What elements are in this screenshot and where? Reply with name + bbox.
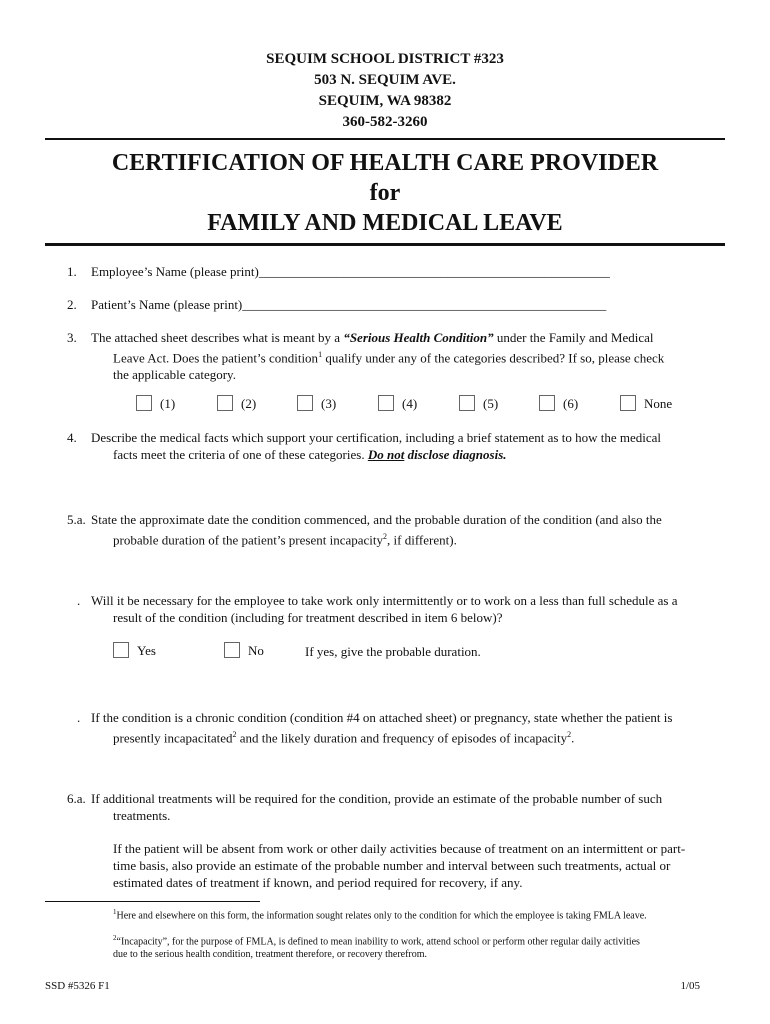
intermittent-treatment-paragraph — [113, 840, 733, 891]
district-city: SEQUIM, WA 98382 — [318, 93, 452, 109]
footnote-2-line1: “Incapacity”, for the purpose of FMLA, is defined to mean inability to work, attend school or perform other regular daily activities — [116, 936, 640, 948]
checkbox[interactable] — [136, 395, 152, 411]
item-employee-name[interactable] — [67, 263, 727, 280]
item5a-line1: State the approximate date the condition commenced, and the probable duration of the condition (and also the — [91, 512, 662, 527]
item-intermittent-work — [67, 592, 727, 626]
no-label: No — [248, 643, 264, 658]
category-label: (3) — [321, 396, 337, 411]
category-label: (4) — [402, 396, 418, 411]
footnote-ref-2: 2 — [567, 730, 572, 739]
item-condition-date — [67, 511, 727, 548]
item-patient-name[interactable] — [67, 296, 727, 313]
item-additional-treatments — [67, 790, 727, 824]
title-line-3: FAMILY AND MEDICAL LEAVE — [207, 210, 563, 236]
district-name: SEQUIM SCHOOL DISTRICT #323 — [266, 51, 504, 67]
item4-line2: facts meet the criteria of one of these categories. — [113, 447, 368, 462]
footnote-1 — [113, 906, 743, 922]
item-chronic-condition — [67, 709, 727, 746]
patient-name-field[interactable]: Patient’s Name (please print)________________________________________________________ — [91, 297, 607, 312]
category-label: (1) — [160, 396, 176, 411]
item3-line2a: Leave Act. Does the patient’s condition — [113, 350, 319, 366]
item-number: . — [77, 710, 81, 725]
category-6-option[interactable] — [539, 395, 578, 412]
category-checkboxes — [136, 395, 736, 415]
para6-line1: If the patient will be absent from work or other daily activities because of treatment on an intermittent or part- — [113, 841, 686, 856]
item3-line3: the applicable category. — [113, 367, 236, 383]
yes-label: Yes — [137, 643, 156, 658]
item6a-line1: If additional treatments will be required for the condition, provide an estimate of the probable number of such — [91, 791, 663, 806]
item-number: 3. — [67, 330, 77, 345]
item-serious-health-condition — [67, 329, 727, 383]
category-label: None — [644, 396, 673, 411]
item5c-line2a: presently incapacitated — [113, 730, 233, 746]
item3-emphasis: “Serious Health Condition” — [343, 330, 494, 345]
item-number: 6.a. — [67, 791, 86, 806]
item-number: . — [77, 593, 81, 608]
item3-line2b: qualify under any of the categories described? If so, please check — [322, 350, 665, 366]
item-number: 5.a. — [67, 512, 86, 527]
para6-line3: estimated dates of treatment if known, and period required for recovery, if any. — [113, 875, 523, 890]
district-header — [0, 49, 770, 133]
checkbox[interactable] — [224, 642, 240, 658]
footnote-2-line2: due to the serious health condition, treatment therefore, or recovery therefrom. — [113, 949, 428, 961]
category-label: (6) — [563, 396, 579, 411]
district-street: 503 N. SEQUIM AVE. — [314, 72, 456, 88]
footnote-mark: 1 — [113, 908, 117, 916]
form-title — [0, 148, 770, 238]
checkbox[interactable] — [620, 395, 636, 411]
checkbox[interactable] — [217, 395, 233, 411]
item3-text-pre: The attached sheet describes what is meant by a — [91, 330, 344, 345]
checkbox[interactable] — [113, 642, 129, 658]
no-option[interactable] — [224, 642, 264, 659]
form-id: SSD #5326 F1 — [45, 980, 110, 992]
item5a-line2b: , if different). — [387, 532, 457, 548]
checkbox[interactable] — [459, 395, 475, 411]
yes-option[interactable] — [113, 642, 156, 659]
footnote-2 — [113, 932, 743, 961]
duration-note: If yes, give the probable duration. — [305, 644, 481, 659]
category-label: (2) — [241, 396, 257, 411]
category-2-option[interactable] — [217, 395, 256, 412]
item5c-line2c: . — [571, 730, 575, 746]
item-number: 1. — [67, 264, 77, 279]
item-medical-facts — [67, 429, 727, 463]
footnote-1-text: Here and elsewhere on this form, the information sought relates only to the condition for which the employee is taking FMLA leave. — [116, 910, 647, 922]
item5c-line1: If the condition is a chronic condition (condition #4 on attached sheet) or pregnancy, state whether the patient is — [91, 710, 673, 725]
title-line-1: CERTIFICATION OF HEALTH CARE PROVIDER — [111, 150, 659, 176]
district-phone: 360-582-3260 — [342, 114, 428, 130]
category-1-option[interactable] — [136, 395, 175, 412]
item4-line1: Describe the medical facts which support your certification, including a brief statement as to how the medical — [91, 430, 662, 445]
disclose-diagnosis: disclose diagnosis. — [404, 447, 507, 462]
yes-no-row — [113, 642, 613, 662]
item3-text-post: under the Family and Medical — [493, 330, 654, 345]
form-date: 1/05 — [680, 980, 700, 992]
item5b-line1: Will it be necessary for the employee to take work only intermittently or to work on a less than full schedule as a — [91, 593, 678, 608]
item-number: 2. — [67, 297, 77, 312]
item5c-line2b: and the likely duration and frequency of episodes of incapacity — [236, 730, 568, 746]
item5a-line2a: probable duration of the patient’s present incapacity — [113, 532, 384, 548]
item6a-line2: treatments. — [113, 808, 171, 823]
footnote-divider — [45, 901, 260, 902]
footnote-ref-2: 2 — [232, 730, 237, 739]
checkbox[interactable] — [378, 395, 394, 411]
para6-line2: time basis, also provide an estimate of the probable number and interval between such treatments, actual or — [113, 858, 671, 873]
category-label: (5) — [483, 396, 499, 411]
do-not-emphasis: Do not — [367, 447, 405, 462]
item-number: 4. — [67, 430, 77, 445]
footnote-mark: 2 — [113, 934, 117, 942]
category-5-option[interactable] — [459, 395, 498, 412]
checkbox[interactable] — [539, 395, 555, 411]
checkbox[interactable] — [297, 395, 313, 411]
category-3-option[interactable] — [297, 395, 336, 412]
category-4-option[interactable] — [378, 395, 417, 412]
footnote-ref-2: 2 — [383, 532, 388, 541]
footnote-ref-1: 1 — [318, 350, 323, 359]
item5b-line2: result of the condition (including for treatment described in item 6 below)? — [113, 610, 503, 625]
header-divider — [45, 138, 725, 140]
category-none-option[interactable] — [620, 395, 672, 412]
title-line-2: for — [369, 180, 401, 206]
title-divider — [45, 243, 725, 246]
employee-name-field[interactable]: Employee’s Name (please print)______________________________________________________ — [91, 264, 610, 279]
